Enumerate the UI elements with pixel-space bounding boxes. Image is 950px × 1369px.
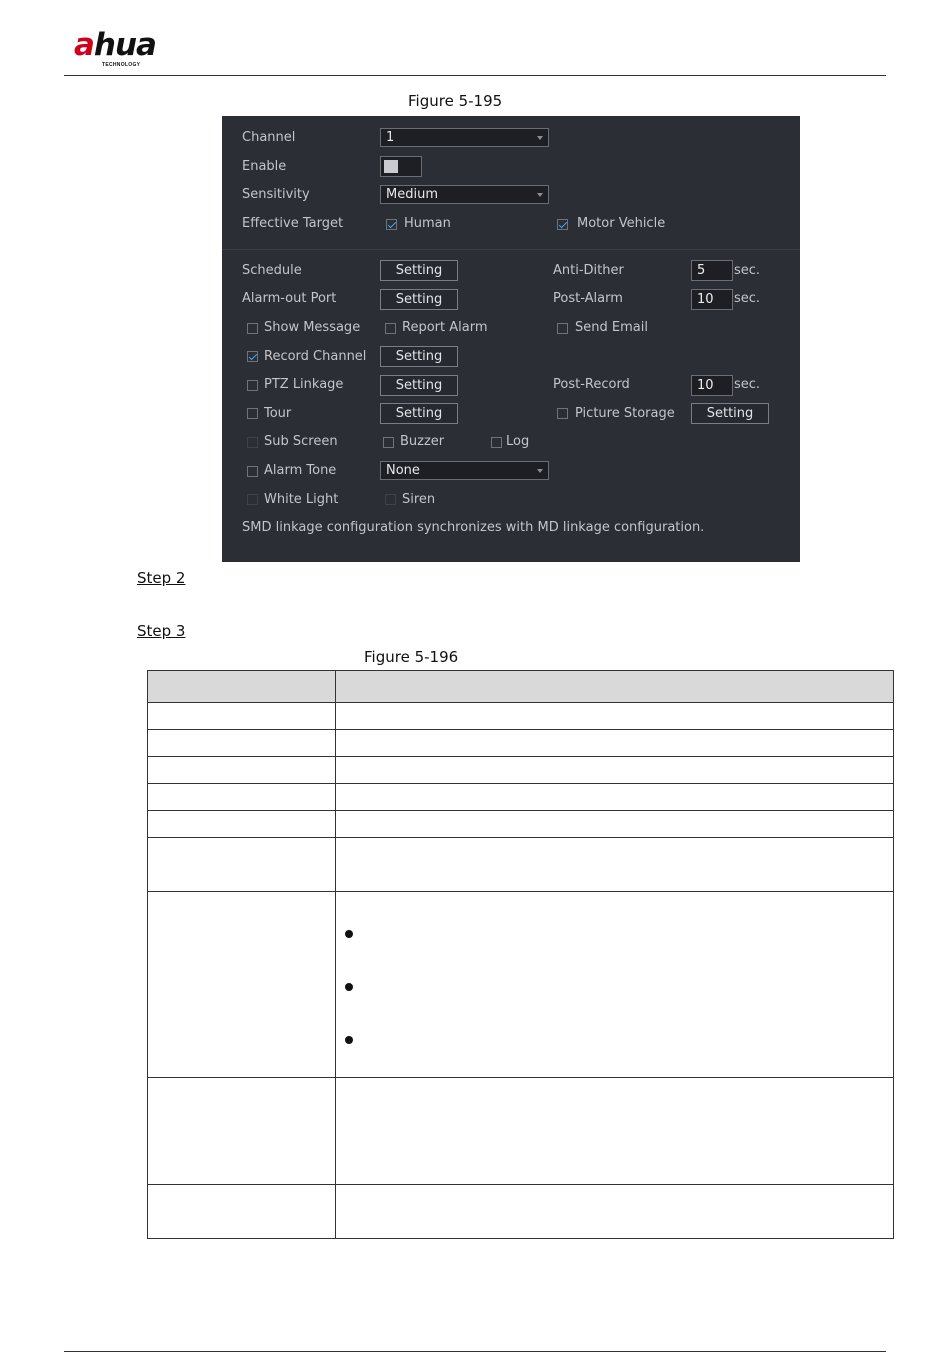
step-2-label: Step 2 bbox=[137, 569, 186, 587]
toggle-knob bbox=[384, 160, 398, 173]
bullet-dot bbox=[345, 930, 353, 938]
record-channel-checkbox[interactable] bbox=[247, 351, 258, 362]
table-row bbox=[148, 730, 894, 757]
smd-settings-panel bbox=[222, 116, 800, 562]
table-cell bbox=[336, 1185, 894, 1239]
table-cell bbox=[336, 811, 894, 838]
table-cell bbox=[336, 784, 894, 811]
table-cell bbox=[336, 1078, 894, 1185]
channel-value: 1 bbox=[386, 130, 395, 145]
channel-select[interactable] bbox=[380, 128, 549, 147]
ptz-linkage-checkbox[interactable] bbox=[247, 380, 258, 391]
parameter-table bbox=[147, 670, 894, 1239]
table-cell bbox=[148, 757, 336, 784]
ptz-linkage-label: PTZ Linkage bbox=[264, 377, 344, 392]
alarm-out-label: Alarm-out Port bbox=[242, 291, 337, 306]
post-alarm-unit: sec. bbox=[734, 291, 761, 306]
table-cell bbox=[336, 757, 894, 784]
picture-storage-setting-button[interactable]: Setting bbox=[691, 403, 769, 424]
table-cell bbox=[336, 892, 894, 1078]
table-cell bbox=[148, 703, 336, 730]
logo-mark: a bbox=[74, 27, 94, 63]
alarm-tone-select[interactable] bbox=[380, 461, 549, 480]
post-record-label: Post-Record bbox=[553, 377, 630, 392]
effective-target-label: Effective Target bbox=[242, 216, 344, 231]
table-cell bbox=[148, 892, 336, 1078]
sensitivity-value: Medium bbox=[386, 187, 438, 202]
table-cell bbox=[336, 703, 894, 730]
table-cell bbox=[148, 811, 336, 838]
table-row bbox=[148, 757, 894, 784]
show-message-checkbox[interactable] bbox=[247, 323, 258, 334]
record-channel-label: Record Channel bbox=[264, 349, 367, 364]
report-alarm-checkbox[interactable] bbox=[385, 323, 396, 334]
section-divider bbox=[222, 249, 800, 250]
tour-setting-button[interactable]: Setting bbox=[380, 403, 458, 424]
send-email-label: Send Email bbox=[575, 320, 648, 335]
table-header-cell bbox=[148, 671, 336, 703]
bullet-dot bbox=[345, 983, 353, 991]
report-alarm-label: Report Alarm bbox=[402, 320, 488, 335]
table-cell bbox=[148, 1185, 336, 1239]
tour-label: Tour bbox=[264, 406, 292, 421]
table-row bbox=[148, 703, 894, 730]
figure-caption-196: Figure 5-196 bbox=[364, 648, 459, 666]
table-cell bbox=[148, 838, 336, 892]
table-row bbox=[148, 1185, 894, 1239]
white-light-checkbox[interactable] bbox=[247, 494, 258, 505]
anti-dither-input[interactable]: 5 bbox=[691, 260, 733, 281]
show-message-label: Show Message bbox=[264, 320, 361, 335]
table-row bbox=[148, 838, 894, 892]
enable-label: Enable bbox=[242, 159, 287, 174]
sub-screen-checkbox[interactable] bbox=[247, 437, 258, 448]
table-cell bbox=[148, 730, 336, 757]
buzzer-label: Buzzer bbox=[400, 434, 445, 449]
schedule-label: Schedule bbox=[242, 263, 302, 278]
white-light-label: White Light bbox=[264, 492, 339, 507]
logo-word: hua bbox=[93, 27, 156, 63]
motor-vehicle-label: Motor Vehicle bbox=[577, 216, 666, 231]
logo-subtitle: TECHNOLOGY bbox=[102, 62, 141, 68]
table-row bbox=[148, 1078, 894, 1185]
table-header-cell bbox=[336, 671, 894, 703]
anti-dither-label: Anti-Dither bbox=[553, 263, 624, 278]
header-rule bbox=[64, 75, 886, 76]
table-row bbox=[148, 892, 894, 1078]
anti-dither-unit: sec. bbox=[734, 263, 761, 278]
alarm-tone-label: Alarm Tone bbox=[264, 463, 337, 478]
chevron-down-icon bbox=[537, 193, 543, 197]
alarm-out-setting-button[interactable]: Setting bbox=[380, 289, 458, 310]
post-alarm-label: Post-Alarm bbox=[553, 291, 623, 306]
alarm-tone-checkbox[interactable] bbox=[247, 466, 258, 477]
human-label: Human bbox=[404, 216, 451, 231]
linkage-note: SMD linkage configuration synchronizes with MD linkage configuration. bbox=[242, 520, 705, 535]
table-cell bbox=[148, 1078, 336, 1185]
sub-screen-label: Sub Screen bbox=[264, 434, 338, 449]
chevron-down-icon bbox=[537, 136, 543, 140]
ptz-linkage-setting-button[interactable]: Setting bbox=[380, 375, 458, 396]
table-cell bbox=[336, 730, 894, 757]
buzzer-checkbox[interactable] bbox=[383, 437, 394, 448]
sensitivity-label: Sensitivity bbox=[242, 187, 310, 202]
figure-caption-195: Figure 5-195 bbox=[408, 92, 503, 110]
log-checkbox[interactable] bbox=[491, 437, 502, 448]
enable-toggle[interactable] bbox=[380, 156, 422, 177]
schedule-setting-button[interactable]: Setting bbox=[380, 260, 458, 281]
human-checkbox[interactable] bbox=[386, 219, 397, 230]
siren-label: Siren bbox=[402, 492, 436, 507]
table-cell bbox=[336, 838, 894, 892]
siren-checkbox[interactable] bbox=[385, 494, 396, 505]
picture-storage-label: Picture Storage bbox=[575, 406, 675, 421]
motor-vehicle-checkbox[interactable] bbox=[557, 219, 568, 230]
send-email-checkbox[interactable] bbox=[557, 323, 568, 334]
picture-storage-checkbox[interactable] bbox=[557, 408, 568, 419]
table-row bbox=[148, 784, 894, 811]
sensitivity-select[interactable] bbox=[380, 185, 549, 204]
alarm-tone-value: None bbox=[386, 463, 420, 478]
channel-label: Channel bbox=[242, 130, 296, 145]
record-channel-setting-button[interactable]: Setting bbox=[380, 346, 458, 367]
footer-rule bbox=[64, 1351, 886, 1352]
post-record-input[interactable]: 10 bbox=[691, 375, 733, 396]
tour-checkbox[interactable] bbox=[247, 408, 258, 419]
dahua-logo bbox=[74, 27, 184, 69]
table-header-row bbox=[148, 671, 894, 703]
bullet-dot bbox=[345, 1036, 353, 1044]
table-cell bbox=[148, 784, 336, 811]
post-record-unit: sec. bbox=[734, 377, 761, 392]
post-alarm-input[interactable]: 10 bbox=[691, 289, 733, 310]
table-row bbox=[148, 811, 894, 838]
log-label: Log bbox=[506, 434, 530, 449]
chevron-down-icon bbox=[537, 469, 543, 473]
step-3-label: Step 3 bbox=[137, 622, 186, 640]
